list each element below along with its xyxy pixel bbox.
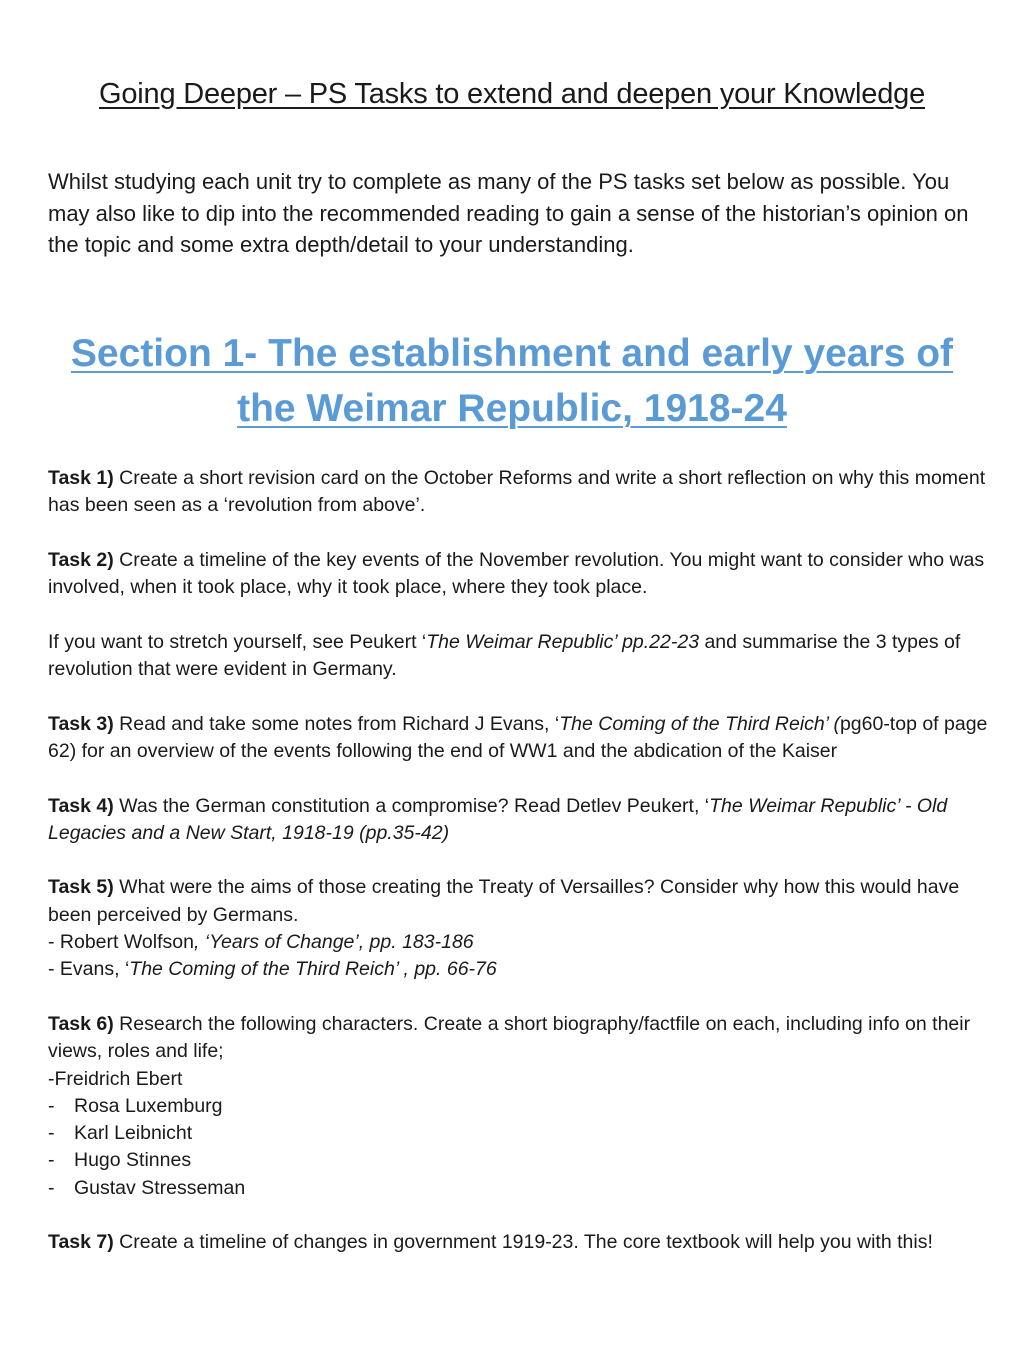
character-name: Rosa Luxemburg [74,1094,223,1117]
task-2-text: Create a timeline of the key events of the November revolution. You might want to consider who was involved, when it took place, why it took place, where they took place. [48,548,985,599]
task-3-post: pg60-top of page 62) for an overview of the events following the end of WW1 and the abdication of the Kaiser [48,712,988,762]
task-7 [48,1229,988,1256]
section-heading [40,326,984,436]
task-3 [48,711,988,766]
task-5-ref-1-author: - Robert Wolfson [48,931,194,954]
task-5-text: What were the aims of those creating the Treaty of Versailles? Consider why how this would have been perceived by Germans. [48,876,960,926]
character-name: Gustav Stresseman [74,1176,246,1199]
task-1-text: Create a short revision card on the October Reforms and write a short reflection on why this moment has been seen as a ‘revolution from above’. [48,467,986,517]
task-4 [48,793,988,848]
task-5 [48,874,988,983]
task-6-character [48,1147,988,1174]
task-6-text: Research the following characters. Create a short biography/factfile on each, including info on their views, roles and life; [48,1012,971,1063]
task-6-character [48,1120,988,1147]
task-5-label: Task 5) [48,876,114,899]
task-5-reference-2 [48,956,988,983]
stretch-reference: The Weimar Republic’ pp.22-23 [426,630,700,653]
task-1 [48,465,988,520]
stretch-pre: If you want to stretch yourself, see Peukert ‘ [48,630,427,653]
section-heading-line-1: Section 1- The establishment and early years of [70,332,954,375]
task-3-pre: Read and take some notes from Richard J Evans, ‘ [113,712,560,735]
task-4-pre: Was the German constitution a compromise? Read Detlev Peukert, ‘ [113,794,710,817]
list-dash: - [48,1122,55,1145]
task-1-label: Task 1) [48,467,114,489]
task-3-label: Task 3) [48,712,114,735]
intro-paragraph: Whilst studying each unit try to complete as many of the PS tasks set below as possible. You may also like to dip into the recommended reading to gain a sense of the historian’s opinion on the topic and some extra depth/detail to your understanding. [48,169,969,257]
stretch-note [48,629,988,684]
task-2 [48,547,988,602]
stretch-post: and summarise the 3 types of revolution that were evident in Germany. [48,630,961,681]
character-name: Hugo Stinnes [74,1149,192,1172]
task-4-label: Task 4) [48,794,114,817]
task-5-ref-2-title: The Coming of the Third Reich’ , pp. 66-76 [129,958,497,981]
task-5-ref-2-author: - Evans, ‘ [48,958,130,981]
task-6-character [48,1175,988,1202]
task-5-reference-1 [48,929,988,956]
list-dash: - [48,1176,55,1199]
character-name: Karl Leibnicht [74,1122,193,1145]
page-title: Going Deeper – PS Tasks to extend and deepen your Knowledge [98,78,925,110]
task-4-reference: The Weimar Republic’ - Old Legacies and a New Start, 1918-19 (pp.35-42) [48,794,948,844]
task-7-text: Create a timeline of changes in government 1919-23. The core textbook will help you with this! [113,1231,933,1254]
list-dash: - [48,1149,55,1172]
task-5-ref-1-title: , ‘Years of Change’, pp. 183-186 [193,931,474,954]
task-7-label: Task 7) [48,1231,114,1254]
task-6-label: Task 6) [48,1012,114,1035]
list-dash: - [48,1094,55,1117]
task-2-label: Task 2) [48,548,114,571]
task-list [48,465,988,1284]
section-heading-line-2: the Weimar Republic, 1918-24 [237,387,787,430]
task-6-character [48,1093,988,1120]
task-6 [48,1011,988,1202]
task-3-reference: The Coming of the Third Reich’ ( [559,712,840,735]
task-6-character-first: -Freidrich Ebert [48,1067,183,1090]
